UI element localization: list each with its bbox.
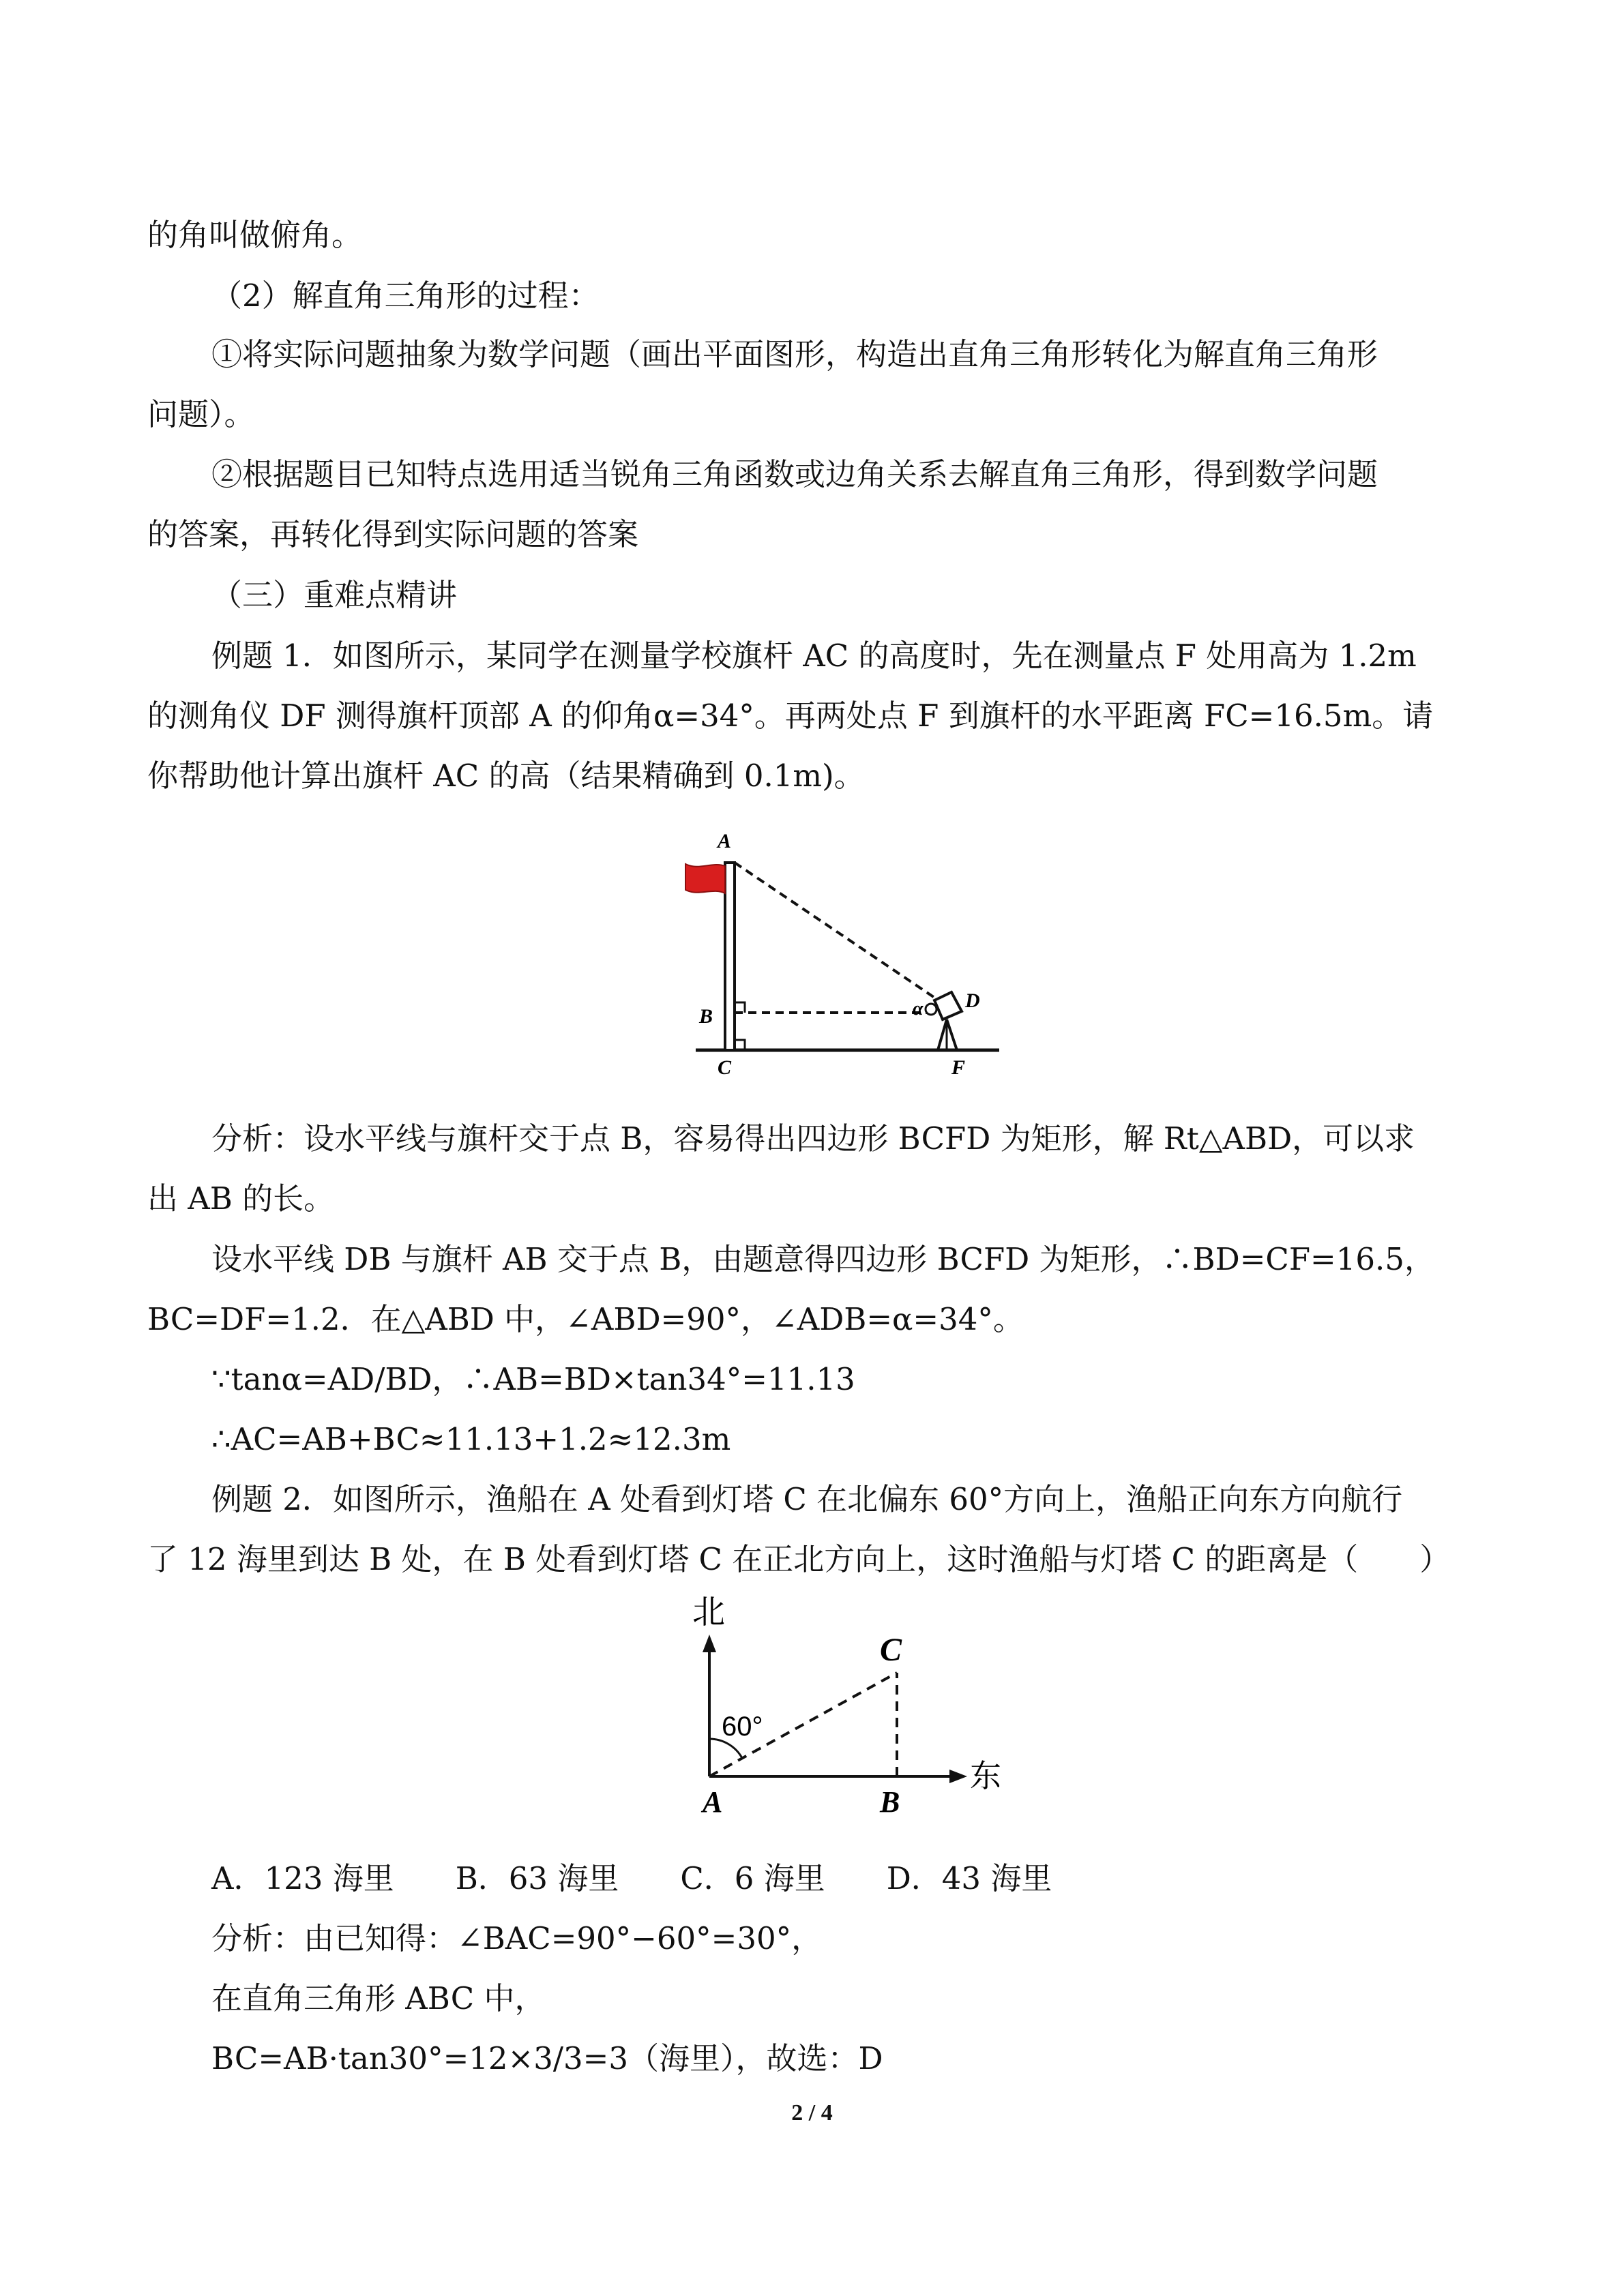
analysis-2-line-3: BC=AB·tan30°=12×3/3=3（海里），故选：D [211,2040,883,2076]
analysis-2-line-2: 在直角三角形 ABC 中， [211,1980,546,2016]
theodolite-lens [926,1004,936,1015]
solution-1-line-3: ∵tanα=AD/BD，∴AB=BD×tan34°=11.13 [211,1361,855,1397]
flagpole [725,863,735,1050]
analysis-1-line-2: 出 AB 的长。 [147,1180,335,1217]
option-b: B．63 海里 [455,1860,619,1896]
label-b: B [699,1005,713,1028]
example-1-line-3: 你帮助他计算出旗杆 AC 的高（结果精确到 0.1m)。 [147,758,865,794]
label-b-point: B [880,1785,900,1819]
theodolite-leg-2 [947,1019,957,1050]
theodolite-head [934,992,962,1019]
label-c-point: C [880,1632,902,1668]
north-arrow-icon [703,1635,716,1652]
label-c: C [718,1056,732,1079]
section-heading-key-points: （三）重难点精讲 [211,577,458,613]
label-angle: 60° [722,1712,763,1742]
option-c: C．6 海里 [680,1860,825,1896]
example-2-line-1: 例题 2．如图所示，渔船在 A 处看到灯塔 C 在北偏东 60°方向上，渔船正向东方向航行 [211,1481,1403,1517]
angle-arc [709,1739,742,1758]
label-f: F [951,1056,966,1079]
right-angle-mark-b [735,1002,745,1013]
solution-1-line-1: 设水平线 DB 与旗杆 AB 交于点 B，由题意得四边形 BCFD 为矩形，∴BD=CF=16.5， [211,1241,1435,1277]
paragraph-depression-angle: 的角叫做俯角。 [147,217,363,253]
solution-1-line-2: BC=DF=1.2．在△ABD 中，∠ABD=90°，∠ADB=α=34°。 [147,1301,1024,1337]
analysis-2-line-1: 分析：由已知得：∠BAC=90°−60°=30°， [211,1920,823,1956]
flag [685,864,725,893]
label-north: 北 [692,1593,726,1631]
heading-solving-process: （2）解直角三角形的过程： [211,278,600,314]
flagpole-figure [675,829,1016,1081]
answer-options [211,1858,1113,1899]
label-a-point: A [703,1785,723,1819]
example-2-line-2: 了 12 海里到达 B 处，在 B 处看到灯塔 C 在正北方向上，这时渔船与灯塔 C 的距离是（ ） [147,1541,1451,1577]
lighthouse-figure [682,1592,1023,1824]
label-d: D [965,989,980,1012]
step-2-line-1: ②根据题目已知特点选用适当锐角三角函数或边角关系去解直角三角形，得到数学问题 [211,456,1378,492]
option-a: A．123 海里 [211,1860,394,1896]
option-d: D．43 海里 [886,1860,1052,1896]
step-1-line-1: ①将实际问题抽象为数学问题（画出平面图形，构造出直角三角形转化为解直角三角形 [211,336,1378,372]
label-alpha: α [913,998,924,1019]
label-east: 东 [970,1757,1001,1794]
sight-line-ad [735,863,945,1004]
example-1-line-2: 的测角仪 DF 测得旗杆顶部 A 的仰角α=34°。再两处点 F 到旗杆的水平距离 FC=16.5m。请 [147,698,1434,734]
solution-1-line-4: ∴AC=AB+BC≈11.13+1.2≈12.3m [211,1421,731,1457]
example-1-line-1: 例题 1．如图所示，某同学在测量学校旗杆 AC 的高度时，先在测量点 F 处用高为 1.2m [211,638,1417,674]
east-arrow-icon [949,1770,967,1783]
step-1-line-2: 问题）。 [147,396,255,432]
analysis-1-line-1: 分析：设水平线与旗杆交于点 B，容易得出四边形 BCFD 为矩形，解 Rt△ABD，可以求 [211,1120,1415,1157]
step-2-line-2: 的答案，再转化得到实际问题的答案 [147,516,639,552]
theodolite-leg-1 [938,1019,947,1050]
label-a: A [718,830,732,852]
page-number: 2 / 4 [791,2100,833,2126]
